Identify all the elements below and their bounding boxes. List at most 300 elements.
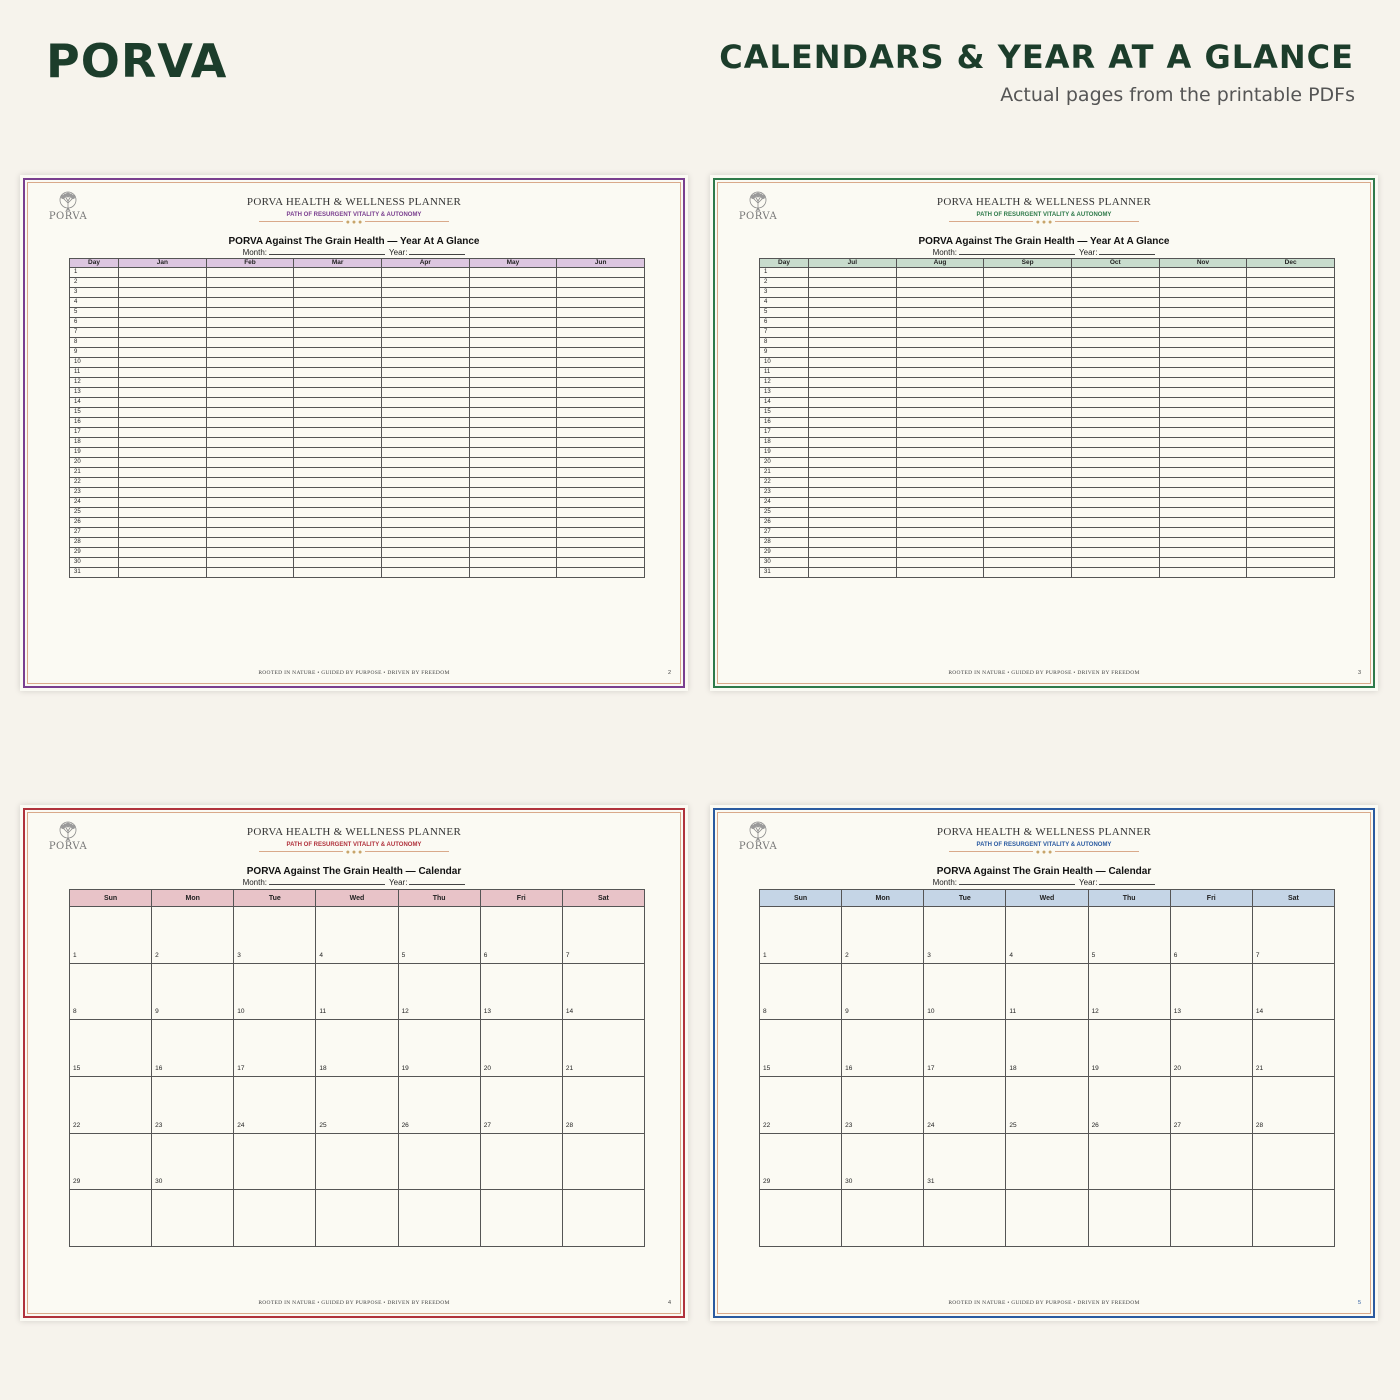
- day-cell[interactable]: [1088, 1190, 1170, 1247]
- entry-cell[interactable]: [1159, 548, 1247, 558]
- entry-cell[interactable]: [896, 538, 984, 548]
- entry-cell[interactable]: [206, 568, 294, 578]
- entry-cell[interactable]: [1247, 278, 1335, 288]
- entry-cell[interactable]: [896, 348, 984, 358]
- year-field[interactable]: [1099, 247, 1155, 255]
- entry-cell[interactable]: [469, 498, 557, 508]
- entry-cell[interactable]: [469, 348, 557, 358]
- entry-cell[interactable]: [1071, 448, 1159, 458]
- entry-cell[interactable]: [809, 328, 897, 338]
- day-cell[interactable]: 2: [152, 907, 234, 964]
- entry-cell[interactable]: [294, 388, 382, 398]
- entry-cell[interactable]: [1159, 428, 1247, 438]
- entry-cell[interactable]: [1247, 548, 1335, 558]
- entry-cell[interactable]: [119, 568, 207, 578]
- entry-cell[interactable]: [1159, 568, 1247, 578]
- entry-cell[interactable]: [381, 418, 469, 428]
- entry-cell[interactable]: [809, 478, 897, 488]
- entry-cell[interactable]: [206, 468, 294, 478]
- entry-cell[interactable]: [809, 388, 897, 398]
- entry-cell[interactable]: [119, 408, 207, 418]
- entry-cell[interactable]: [984, 338, 1072, 348]
- day-cell[interactable]: 3: [924, 907, 1006, 964]
- day-cell[interactable]: 30: [842, 1133, 924, 1190]
- day-cell[interactable]: [760, 1190, 842, 1247]
- entry-cell[interactable]: [984, 528, 1072, 538]
- entry-cell[interactable]: [381, 498, 469, 508]
- entry-cell[interactable]: [557, 538, 645, 548]
- entry-cell[interactable]: [557, 428, 645, 438]
- entry-cell[interactable]: [119, 448, 207, 458]
- entry-cell[interactable]: [809, 458, 897, 468]
- entry-cell[interactable]: [469, 558, 557, 568]
- entry-cell[interactable]: [1247, 318, 1335, 328]
- day-cell[interactable]: [480, 1190, 562, 1247]
- entry-cell[interactable]: [809, 398, 897, 408]
- entry-cell[interactable]: [809, 298, 897, 308]
- entry-cell[interactable]: [1071, 268, 1159, 278]
- entry-cell[interactable]: [381, 388, 469, 398]
- entry-cell[interactable]: [984, 408, 1072, 418]
- entry-cell[interactable]: [557, 568, 645, 578]
- entry-cell[interactable]: [381, 438, 469, 448]
- entry-cell[interactable]: [381, 328, 469, 338]
- day-cell[interactable]: 25: [1006, 1077, 1088, 1134]
- entry-cell[interactable]: [469, 358, 557, 368]
- entry-cell[interactable]: [294, 438, 382, 448]
- entry-cell[interactable]: [294, 308, 382, 318]
- entry-cell[interactable]: [896, 548, 984, 558]
- entry-cell[interactable]: [1071, 558, 1159, 568]
- year-field[interactable]: [409, 877, 465, 885]
- entry-cell[interactable]: [119, 298, 207, 308]
- entry-cell[interactable]: [469, 568, 557, 578]
- entry-cell[interactable]: [206, 548, 294, 558]
- day-cell[interactable]: 15: [70, 1020, 152, 1077]
- entry-cell[interactable]: [1159, 328, 1247, 338]
- entry-cell[interactable]: [294, 298, 382, 308]
- entry-cell[interactable]: [1247, 358, 1335, 368]
- entry-cell[interactable]: [469, 338, 557, 348]
- entry-cell[interactable]: [1071, 528, 1159, 538]
- entry-cell[interactable]: [984, 418, 1072, 428]
- entry-cell[interactable]: [294, 268, 382, 278]
- entry-cell[interactable]: [206, 298, 294, 308]
- entry-cell[interactable]: [1071, 438, 1159, 448]
- entry-cell[interactable]: [381, 318, 469, 328]
- entry-cell[interactable]: [206, 368, 294, 378]
- entry-cell[interactable]: [1247, 508, 1335, 518]
- entry-cell[interactable]: [809, 548, 897, 558]
- entry-cell[interactable]: [381, 278, 469, 288]
- entry-cell[interactable]: [896, 448, 984, 458]
- entry-cell[interactable]: [469, 438, 557, 448]
- day-cell[interactable]: 20: [480, 1020, 562, 1077]
- entry-cell[interactable]: [809, 568, 897, 578]
- entry-cell[interactable]: [381, 528, 469, 538]
- entry-cell[interactable]: [1071, 458, 1159, 468]
- entry-cell[interactable]: [381, 518, 469, 528]
- entry-cell[interactable]: [984, 468, 1072, 478]
- entry-cell[interactable]: [206, 398, 294, 408]
- entry-cell[interactable]: [557, 518, 645, 528]
- entry-cell[interactable]: [381, 558, 469, 568]
- entry-cell[interactable]: [557, 498, 645, 508]
- entry-cell[interactable]: [809, 538, 897, 548]
- entry-cell[interactable]: [896, 388, 984, 398]
- entry-cell[interactable]: [119, 368, 207, 378]
- entry-cell[interactable]: [469, 408, 557, 418]
- entry-cell[interactable]: [1247, 298, 1335, 308]
- entry-cell[interactable]: [809, 288, 897, 298]
- entry-cell[interactable]: [1071, 298, 1159, 308]
- entry-cell[interactable]: [984, 548, 1072, 558]
- day-cell[interactable]: 21: [562, 1020, 644, 1077]
- entry-cell[interactable]: [1071, 288, 1159, 298]
- day-cell[interactable]: 1: [760, 907, 842, 964]
- entry-cell[interactable]: [1159, 298, 1247, 308]
- entry-cell[interactable]: [896, 358, 984, 368]
- entry-cell[interactable]: [1247, 388, 1335, 398]
- entry-cell[interactable]: [1247, 398, 1335, 408]
- entry-cell[interactable]: [206, 478, 294, 488]
- entry-cell[interactable]: [119, 508, 207, 518]
- entry-cell[interactable]: [1071, 428, 1159, 438]
- entry-cell[interactable]: [1247, 568, 1335, 578]
- entry-cell[interactable]: [469, 288, 557, 298]
- entry-cell[interactable]: [469, 478, 557, 488]
- entry-cell[interactable]: [1247, 538, 1335, 548]
- entry-cell[interactable]: [1159, 508, 1247, 518]
- entry-cell[interactable]: [1159, 528, 1247, 538]
- entry-cell[interactable]: [896, 428, 984, 438]
- entry-cell[interactable]: [896, 268, 984, 278]
- entry-cell[interactable]: [984, 358, 1072, 368]
- entry-cell[interactable]: [119, 268, 207, 278]
- day-cell[interactable]: [562, 1133, 644, 1190]
- day-cell[interactable]: 27: [1170, 1077, 1252, 1134]
- entry-cell[interactable]: [294, 498, 382, 508]
- entry-cell[interactable]: [809, 558, 897, 568]
- entry-cell[interactable]: [469, 388, 557, 398]
- entry-cell[interactable]: [557, 408, 645, 418]
- entry-cell[interactable]: [381, 448, 469, 458]
- entry-cell[interactable]: [1247, 448, 1335, 458]
- entry-cell[interactable]: [381, 408, 469, 418]
- day-cell[interactable]: 23: [842, 1077, 924, 1134]
- entry-cell[interactable]: [896, 488, 984, 498]
- entry-cell[interactable]: [1159, 338, 1247, 348]
- day-cell[interactable]: 8: [760, 963, 842, 1020]
- day-cell[interactable]: 11: [316, 963, 398, 1020]
- entry-cell[interactable]: [809, 408, 897, 418]
- day-cell[interactable]: [316, 1133, 398, 1190]
- day-cell[interactable]: 2: [842, 907, 924, 964]
- entry-cell[interactable]: [984, 328, 1072, 338]
- entry-cell[interactable]: [809, 278, 897, 288]
- entry-cell[interactable]: [381, 488, 469, 498]
- day-cell[interactable]: [1252, 1133, 1334, 1190]
- entry-cell[interactable]: [1247, 368, 1335, 378]
- entry-cell[interactable]: [984, 488, 1072, 498]
- entry-cell[interactable]: [469, 458, 557, 468]
- entry-cell[interactable]: [984, 458, 1072, 468]
- entry-cell[interactable]: [557, 508, 645, 518]
- entry-cell[interactable]: [381, 338, 469, 348]
- entry-cell[interactable]: [809, 358, 897, 368]
- entry-cell[interactable]: [119, 548, 207, 558]
- entry-cell[interactable]: [206, 308, 294, 318]
- entry-cell[interactable]: [896, 368, 984, 378]
- entry-cell[interactable]: [381, 308, 469, 318]
- entry-cell[interactable]: [557, 368, 645, 378]
- entry-cell[interactable]: [1159, 488, 1247, 498]
- entry-cell[interactable]: [119, 388, 207, 398]
- day-cell[interactable]: [480, 1133, 562, 1190]
- entry-cell[interactable]: [119, 518, 207, 528]
- entry-cell[interactable]: [119, 538, 207, 548]
- entry-cell[interactable]: [119, 488, 207, 498]
- day-cell[interactable]: 18: [316, 1020, 398, 1077]
- day-cell[interactable]: 27: [480, 1077, 562, 1134]
- day-cell[interactable]: 15: [760, 1020, 842, 1077]
- entry-cell[interactable]: [119, 468, 207, 478]
- entry-cell[interactable]: [1159, 408, 1247, 418]
- entry-cell[interactable]: [469, 278, 557, 288]
- entry-cell[interactable]: [809, 438, 897, 448]
- entry-cell[interactable]: [119, 528, 207, 538]
- entry-cell[interactable]: [1159, 278, 1247, 288]
- entry-cell[interactable]: [206, 268, 294, 278]
- entry-cell[interactable]: [119, 558, 207, 568]
- entry-cell[interactable]: [557, 528, 645, 538]
- month-field[interactable]: [959, 247, 1075, 255]
- entry-cell[interactable]: [984, 288, 1072, 298]
- day-cell[interactable]: 29: [760, 1133, 842, 1190]
- entry-cell[interactable]: [1247, 328, 1335, 338]
- day-cell[interactable]: [70, 1190, 152, 1247]
- day-cell[interactable]: 14: [1252, 963, 1334, 1020]
- entry-cell[interactable]: [557, 348, 645, 358]
- entry-cell[interactable]: [469, 298, 557, 308]
- entry-cell[interactable]: [1071, 568, 1159, 578]
- entry-cell[interactable]: [984, 428, 1072, 438]
- entry-cell[interactable]: [984, 538, 1072, 548]
- entry-cell[interactable]: [1071, 398, 1159, 408]
- entry-cell[interactable]: [1071, 348, 1159, 358]
- entry-cell[interactable]: [896, 568, 984, 578]
- entry-cell[interactable]: [809, 508, 897, 518]
- entry-cell[interactable]: [984, 498, 1072, 508]
- entry-cell[interactable]: [294, 508, 382, 518]
- entry-cell[interactable]: [557, 318, 645, 328]
- entry-cell[interactable]: [557, 298, 645, 308]
- entry-cell[interactable]: [1071, 538, 1159, 548]
- day-cell[interactable]: 6: [480, 907, 562, 964]
- entry-cell[interactable]: [1247, 348, 1335, 358]
- entry-cell[interactable]: [206, 338, 294, 348]
- entry-cell[interactable]: [809, 318, 897, 328]
- entry-cell[interactable]: [381, 538, 469, 548]
- entry-cell[interactable]: [206, 448, 294, 458]
- entry-cell[interactable]: [381, 428, 469, 438]
- entry-cell[interactable]: [119, 308, 207, 318]
- entry-cell[interactable]: [809, 418, 897, 428]
- entry-cell[interactable]: [984, 438, 1072, 448]
- entry-cell[interactable]: [1159, 558, 1247, 568]
- entry-cell[interactable]: [1247, 308, 1335, 318]
- entry-cell[interactable]: [984, 478, 1072, 488]
- day-cell[interactable]: 18: [1006, 1020, 1088, 1077]
- entry-cell[interactable]: [206, 518, 294, 528]
- entry-cell[interactable]: [557, 458, 645, 468]
- entry-cell[interactable]: [119, 438, 207, 448]
- day-cell[interactable]: 7: [1252, 907, 1334, 964]
- entry-cell[interactable]: [1159, 458, 1247, 468]
- entry-cell[interactable]: [469, 318, 557, 328]
- entry-cell[interactable]: [1071, 308, 1159, 318]
- day-cell[interactable]: 4: [1006, 907, 1088, 964]
- entry-cell[interactable]: [119, 398, 207, 408]
- entry-cell[interactable]: [294, 548, 382, 558]
- entry-cell[interactable]: [1247, 268, 1335, 278]
- entry-cell[interactable]: [381, 378, 469, 388]
- entry-cell[interactable]: [294, 358, 382, 368]
- entry-cell[interactable]: [119, 338, 207, 348]
- entry-cell[interactable]: [1071, 338, 1159, 348]
- entry-cell[interactable]: [469, 268, 557, 278]
- entry-cell[interactable]: [206, 348, 294, 358]
- day-cell[interactable]: 20: [1170, 1020, 1252, 1077]
- day-cell[interactable]: 28: [562, 1077, 644, 1134]
- entry-cell[interactable]: [119, 288, 207, 298]
- entry-cell[interactable]: [294, 398, 382, 408]
- entry-cell[interactable]: [896, 418, 984, 428]
- entry-cell[interactable]: [1159, 438, 1247, 448]
- entry-cell[interactable]: [984, 318, 1072, 328]
- entry-cell[interactable]: [294, 418, 382, 428]
- entry-cell[interactable]: [119, 478, 207, 488]
- month-field[interactable]: [269, 877, 385, 885]
- entry-cell[interactable]: [206, 278, 294, 288]
- day-cell[interactable]: 7: [562, 907, 644, 964]
- entry-cell[interactable]: [984, 568, 1072, 578]
- entry-cell[interactable]: [1247, 438, 1335, 448]
- entry-cell[interactable]: [469, 368, 557, 378]
- day-cell[interactable]: [152, 1190, 234, 1247]
- day-cell[interactable]: 13: [1170, 963, 1252, 1020]
- entry-cell[interactable]: [1247, 478, 1335, 488]
- entry-cell[interactable]: [896, 278, 984, 288]
- entry-cell[interactable]: [1071, 478, 1159, 488]
- entry-cell[interactable]: [557, 328, 645, 338]
- entry-cell[interactable]: [557, 468, 645, 478]
- entry-cell[interactable]: [984, 278, 1072, 288]
- entry-cell[interactable]: [984, 378, 1072, 388]
- entry-cell[interactable]: [1159, 378, 1247, 388]
- entry-cell[interactable]: [469, 398, 557, 408]
- entry-cell[interactable]: [896, 398, 984, 408]
- entry-cell[interactable]: [206, 528, 294, 538]
- day-cell[interactable]: [316, 1190, 398, 1247]
- entry-cell[interactable]: [1071, 408, 1159, 418]
- entry-cell[interactable]: [809, 518, 897, 528]
- entry-cell[interactable]: [469, 488, 557, 498]
- entry-cell[interactable]: [1071, 508, 1159, 518]
- day-cell[interactable]: 1: [70, 907, 152, 964]
- day-cell[interactable]: [1252, 1190, 1334, 1247]
- entry-cell[interactable]: [206, 358, 294, 368]
- day-cell[interactable]: 5: [1088, 907, 1170, 964]
- year-field[interactable]: [409, 247, 465, 255]
- day-cell[interactable]: 12: [1088, 963, 1170, 1020]
- entry-cell[interactable]: [1071, 388, 1159, 398]
- entry-cell[interactable]: [381, 348, 469, 358]
- day-cell[interactable]: 25: [316, 1077, 398, 1134]
- entry-cell[interactable]: [1071, 328, 1159, 338]
- entry-cell[interactable]: [1247, 488, 1335, 498]
- entry-cell[interactable]: [1247, 338, 1335, 348]
- entry-cell[interactable]: [294, 328, 382, 338]
- entry-cell[interactable]: [557, 488, 645, 498]
- entry-cell[interactable]: [294, 528, 382, 538]
- entry-cell[interactable]: [557, 418, 645, 428]
- entry-cell[interactable]: [381, 368, 469, 378]
- entry-cell[interactable]: [206, 508, 294, 518]
- entry-cell[interactable]: [557, 358, 645, 368]
- entry-cell[interactable]: [1159, 388, 1247, 398]
- entry-cell[interactable]: [1159, 418, 1247, 428]
- entry-cell[interactable]: [119, 278, 207, 288]
- entry-cell[interactable]: [1159, 358, 1247, 368]
- entry-cell[interactable]: [469, 468, 557, 478]
- entry-cell[interactable]: [381, 298, 469, 308]
- entry-cell[interactable]: [557, 478, 645, 488]
- entry-cell[interactable]: [896, 298, 984, 308]
- entry-cell[interactable]: [557, 378, 645, 388]
- entry-cell[interactable]: [469, 428, 557, 438]
- entry-cell[interactable]: [1159, 448, 1247, 458]
- entry-cell[interactable]: [1071, 488, 1159, 498]
- day-cell[interactable]: [398, 1190, 480, 1247]
- day-cell[interactable]: 22: [70, 1077, 152, 1134]
- entry-cell[interactable]: [294, 428, 382, 438]
- entry-cell[interactable]: [557, 268, 645, 278]
- day-cell[interactable]: [234, 1190, 316, 1247]
- entry-cell[interactable]: [469, 308, 557, 318]
- entry-cell[interactable]: [206, 438, 294, 448]
- entry-cell[interactable]: [381, 478, 469, 488]
- entry-cell[interactable]: [294, 478, 382, 488]
- entry-cell[interactable]: [557, 388, 645, 398]
- entry-cell[interactable]: [469, 518, 557, 528]
- entry-cell[interactable]: [896, 378, 984, 388]
- day-cell[interactable]: 28: [1252, 1077, 1334, 1134]
- entry-cell[interactable]: [1247, 558, 1335, 568]
- entry-cell[interactable]: [896, 308, 984, 318]
- day-cell[interactable]: [562, 1190, 644, 1247]
- day-cell[interactable]: 30: [152, 1133, 234, 1190]
- day-cell[interactable]: 9: [842, 963, 924, 1020]
- entry-cell[interactable]: [469, 508, 557, 518]
- entry-cell[interactable]: [119, 428, 207, 438]
- entry-cell[interactable]: [1247, 288, 1335, 298]
- entry-cell[interactable]: [119, 328, 207, 338]
- entry-cell[interactable]: [294, 278, 382, 288]
- entry-cell[interactable]: [294, 518, 382, 528]
- entry-cell[interactable]: [206, 408, 294, 418]
- day-cell[interactable]: 5: [398, 907, 480, 964]
